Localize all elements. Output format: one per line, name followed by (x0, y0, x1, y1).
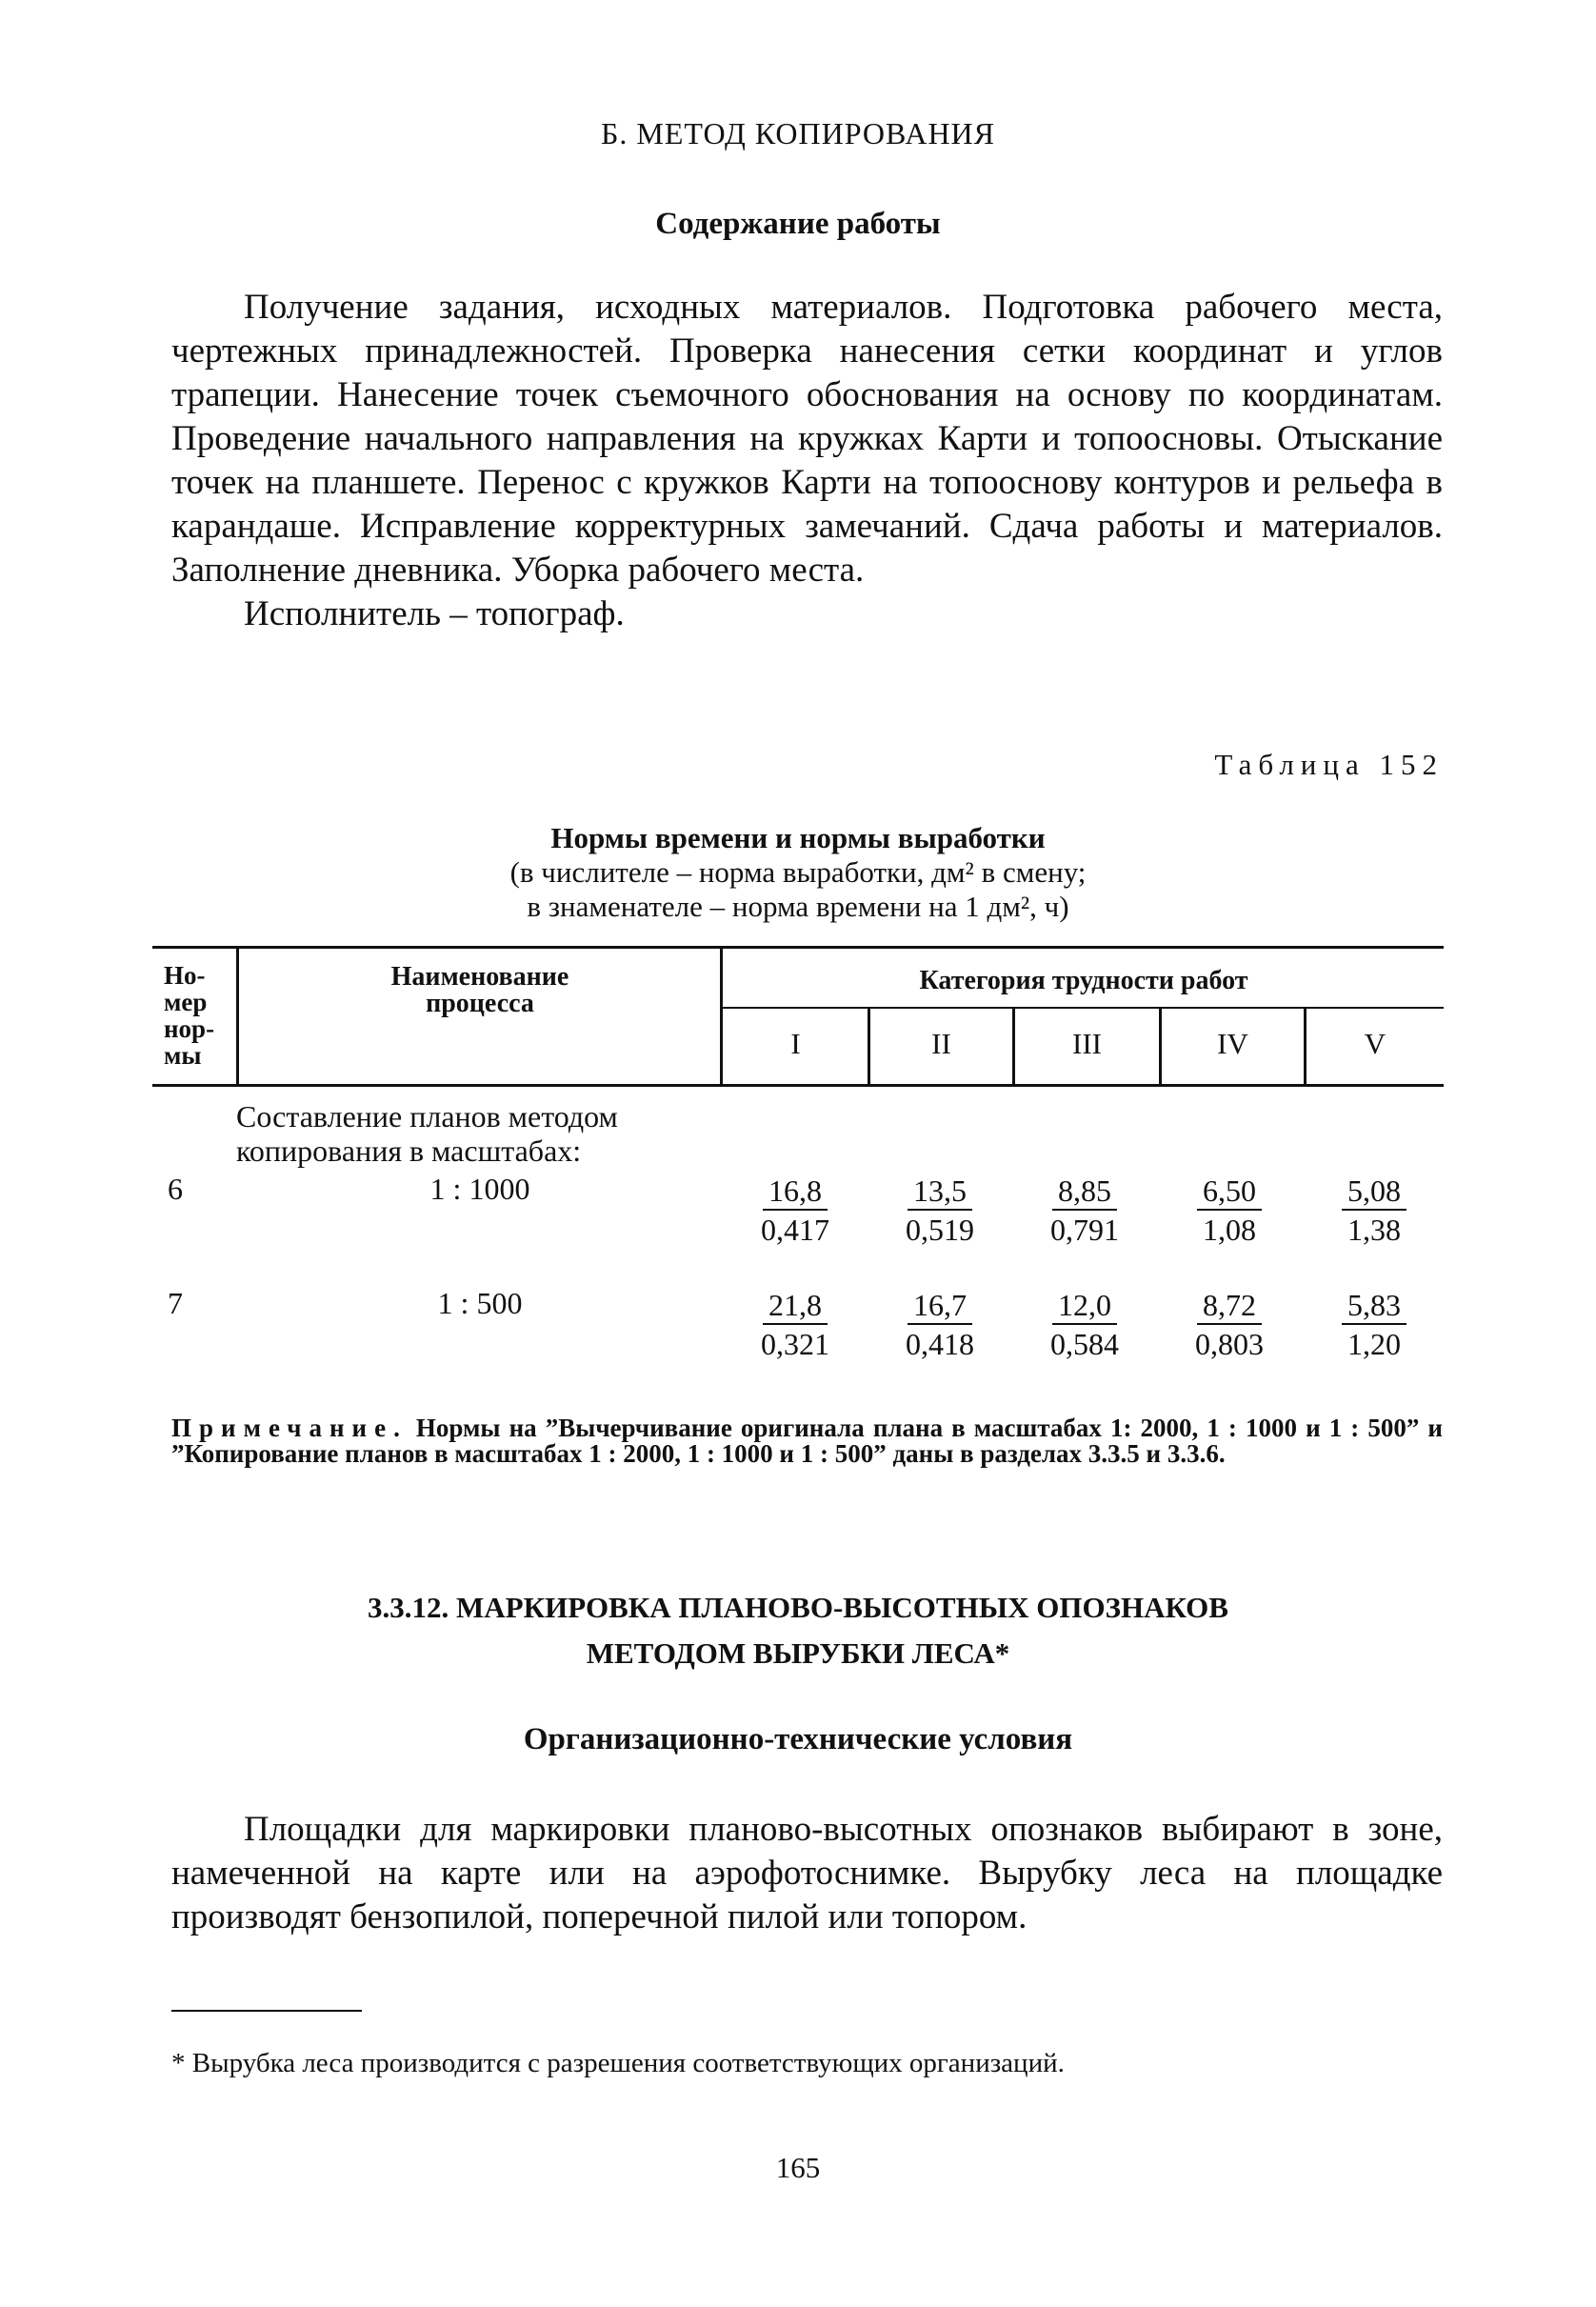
work-content-text: Получение задания, исходных материалов. Подготовка рабочего места, чертежных принадлежностей. Проверка нанесения сетки координат и углов трапеции. Нанесение точек съемочного обоснования на основу по координатам. Проведение начального направления на кружках Карти и топоосновы. Отыскание точек на планшете. Перенос с кружков Карти на топооснову контуров и рельефа в карандаше. Исправление корректурных замечаний. Сдача работы и материалов. Заполнение дневника. Уборка рабочего места. (171, 288, 1443, 590)
row6-cat2: $\frac{13,5}{0,519}$ (906, 1174, 974, 1247)
footnote: * Вырубка леса производится с разрешения соответствующих организаций. (171, 2048, 1065, 2078)
section-title: Б. МЕТОД КОПИРОВАНИЯ (600, 116, 995, 150)
col-divider-1 (236, 949, 239, 1084)
table-note (171, 1415, 1443, 1467)
section-3312-title-1: 3.3.12. МАРКИРОВКА ПЛАНОВО-ВЫСОТНЫХ ОПОЗНАКОВ (368, 1591, 1228, 1624)
row6-cat1: $\frac{16,8}{0,417}$ (761, 1174, 829, 1247)
category-II: II (931, 1027, 951, 1060)
header-bottom-rule (152, 1084, 1444, 1087)
row6-cat5: $\frac{5,08}{1,38}$ (1312, 1172, 1436, 1249)
head-category: Категория трудности работ (919, 966, 1248, 995)
row7-cat3: $\frac{12,0}{0,584}$ (1050, 1288, 1119, 1361)
row6-cat4: $\frac{6,50}{1,08}$ (1167, 1172, 1291, 1249)
table-top-rule (152, 946, 1444, 949)
category-III: III (1072, 1027, 1102, 1060)
executor-text: Исполнитель – топограф. (244, 594, 625, 633)
table-title: Нормы времени и нормы выработки (550, 821, 1046, 854)
row-scale: 1 : 500 (437, 1286, 523, 1320)
category-IV: IV (1217, 1027, 1248, 1060)
col-divider-2 (720, 949, 723, 1084)
footnote-rule (171, 2010, 362, 2012)
section-3312-title-2: МЕТОДОМ ВЫРУБКИ ЛЕСА* (586, 1636, 1010, 1670)
section-3312-subtitle: Организационно-технические условия (523, 1722, 1073, 1756)
note-label: Примечание. (171, 1414, 408, 1442)
section-3312-paragraph (171, 1808, 1443, 1939)
row-number: 7 (168, 1286, 183, 1320)
group-label: Составление планов методом копирования в масштабах: (236, 1099, 618, 1168)
row-scale: 1 : 1000 (429, 1172, 530, 1206)
section-subtitle: Содержание работы (655, 207, 941, 241)
table-subtitle-1: (в числителе – норма выработки, дм² в смену; (509, 855, 1087, 889)
row6-cat3: $\frac{8,85}{0,791}$ (1050, 1174, 1119, 1247)
section-3312-text: Площадки для маркировки планово-высотных опознаков выбирают в зоне, намеченной на карте или на аэрофотоснимке. Вырубку леса на площадке производят бензопилой, поперечной пилой или топором. (171, 1810, 1443, 1936)
row7-cat2: $\frac{16,7}{0,418}$ (906, 1288, 974, 1361)
head-process-name: Наименование процесса (390, 962, 569, 1018)
table-label: Таблица 152 (1214, 748, 1444, 781)
table-subtitle-2: в знаменателе – норма времени на 1 дм², ч) (527, 890, 1069, 923)
page-number: 165 (775, 2151, 821, 2184)
note-text: Нормы на ”Вычерчивание оригинала плана в масштабах 1: 2000, 1 : 1000 и 1 : 500” и ”Копирование планов в масштабах 1 : 2000, 1 : 1000 и 1 : 500” даны в разделах 3.3.5 и 3.3.6. (171, 1414, 1443, 1468)
category-I: I (790, 1027, 801, 1060)
work-content-paragraph (171, 286, 1443, 636)
row-number: 6 (168, 1172, 183, 1206)
category-rule (721, 1007, 1444, 1009)
row7-cat1: $\frac{21,8}{0,321}$ (761, 1288, 829, 1361)
head-number: Но- мер нор- мы (164, 961, 215, 1070)
category-V: V (1364, 1027, 1387, 1060)
row7-cat5: $\frac{5,83}{1,20}$ (1312, 1286, 1436, 1363)
row7-cat4: $\frac{8,72}{0,803}$ (1195, 1288, 1264, 1361)
